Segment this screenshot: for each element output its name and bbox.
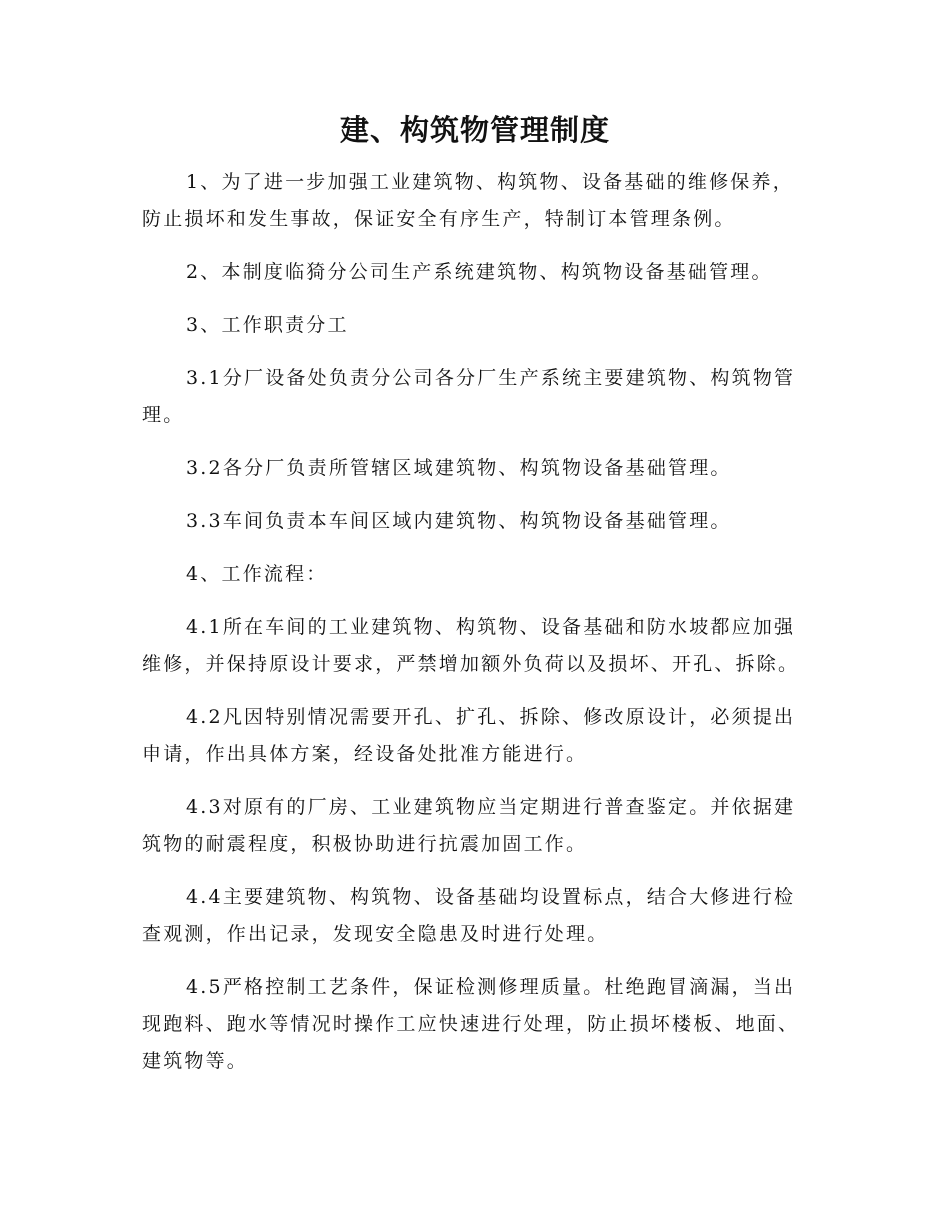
paragraph-2: 2、本制度临猗分公司生产系统建筑物、构筑物设备基础管理。 (186, 261, 773, 283)
paragraph-1: 1、为了进一步加强工业建筑物、构筑物、设备基础的维修保养，防止损坏和发生事故，保证安全有序生产，特制订本管理条例。 (142, 171, 794, 230)
document-title: 建、构筑物管理制度 (339, 113, 610, 147)
paragraph-4-3: 4.3对原有的厂房、工业建筑物应当定期进行普查鉴定。并依据建筑物的耐震程度，积极协助进行抗震加固工作。 (142, 796, 796, 855)
paragraph-4-4: 4.4主要建筑物、构筑物、设备基础均设置标点，结合大修进行检查观测，作出记录，发现安全隐患及时进行处理。 (142, 886, 796, 945)
paragraph-4-1: 4.1所在车间的工业建筑物、构筑物、设备基础和防水坡都应加强维修，并保持原设计要求，严禁增加额外负荷以及损坏、开孔、拆除。 (142, 616, 800, 675)
paragraph-4-2: 4.2凡因特别情况需要开孔、扩孔、拆除、修改原设计，必须提出申请，作出具体方案，经设备处批准方能进行。 (142, 706, 796, 765)
paragraph-3-1: 3.1分厂设备处负责分公司各分厂生产系统主要建筑物、构筑物管理。 (142, 367, 796, 426)
paragraph-4: 4、工作流程： (186, 563, 328, 585)
paragraph-3: 3、工作职责分工 (186, 314, 349, 336)
paragraph-3-2: 3.2各分厂负责所管辖区域建筑物、构筑物设备基础管理。 (186, 457, 732, 479)
document-body (142, 164, 808, 1096)
paragraph-3-3: 3.3车间负责本车间区域内建筑物、构筑物设备基础管理。 (186, 510, 732, 532)
paragraph-4-5: 4.5严格控制工艺条件，保证检测修理质量。杜绝跑冒滴漏，当出现跑料、跑水等情况时操作工应快速进行处理，防止损坏楼板、地面、建筑物等。 (142, 976, 800, 1072)
